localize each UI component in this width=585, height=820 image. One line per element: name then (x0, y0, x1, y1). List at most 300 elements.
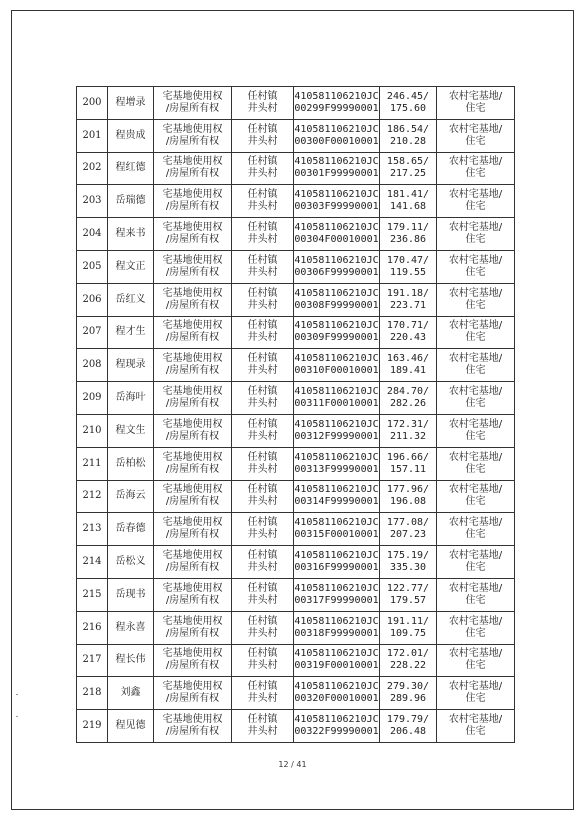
cell-location (232, 611, 294, 644)
cell-location (232, 152, 294, 185)
cell-right-type (154, 546, 232, 579)
cell-right-type-line: /房屋所有权 (165, 726, 220, 738)
table-row (77, 578, 515, 611)
cell-right-type (154, 710, 232, 743)
cell-location-line: 任村镇 (247, 353, 278, 365)
table-body (77, 87, 515, 743)
cell-location-line: 井头村 (247, 430, 278, 442)
cell-unit-code-line: 00303F99990001 (294, 201, 379, 213)
cell-location-line: 任村镇 (247, 615, 278, 627)
cell-land-use-line: 住宅 (465, 398, 486, 410)
cell-unit-code-line: 410581106210JC (294, 222, 379, 234)
scan-mark (16, 716, 18, 717)
cell-location-line: 井头村 (247, 496, 278, 508)
cell-area-line: 141.68 (389, 201, 427, 213)
cell-area-line: 207.23 (389, 529, 427, 541)
cell-area-line: 246.45/ (386, 90, 430, 102)
cell-unit-code-line: 410581106210JC (294, 681, 379, 693)
cell-owner-name: 岳现书 (108, 578, 154, 611)
cell-land-use-line: 农村宅基地/ (448, 582, 503, 594)
cell-land-use (437, 218, 515, 251)
cell-right-type-line: 宅基地使用权 (162, 320, 223, 332)
cell-location (232, 316, 294, 349)
cell-land-use-line: 农村宅基地/ (448, 550, 503, 562)
cell-location (232, 710, 294, 743)
property-rights-table (76, 86, 515, 743)
cell-location-line: 任村镇 (247, 254, 278, 266)
cell-area (380, 382, 437, 415)
cell-right-type (154, 578, 232, 611)
cell-unit-code (294, 250, 380, 283)
cell-location-line: 任村镇 (247, 582, 278, 594)
cell-land-use-line: 住宅 (465, 135, 486, 147)
cell-land-use-line: 住宅 (465, 266, 486, 278)
cell-index: 215 (77, 578, 108, 611)
cell-area-line: 186.54/ (386, 123, 430, 135)
page-number: 12 / 41 (278, 760, 307, 769)
cell-index: 201 (77, 119, 108, 152)
cell-land-use (437, 316, 515, 349)
cell-land-use-line: 农村宅基地/ (448, 353, 503, 365)
cell-land-use-line: 农村宅基地/ (448, 254, 503, 266)
cell-land-use-line: 住宅 (465, 365, 486, 377)
cell-land-use-line: 住宅 (465, 726, 486, 738)
table-row (77, 152, 515, 185)
cell-owner-name: 岳春德 (108, 513, 154, 546)
cell-land-use-line: 住宅 (465, 299, 486, 311)
cell-area (380, 250, 437, 283)
cell-unit-code (294, 283, 380, 316)
cell-right-type-line: 宅基地使用权 (162, 287, 223, 299)
cell-right-type-line: /房屋所有权 (165, 627, 220, 639)
cell-land-use-line: 农村宅基地/ (448, 222, 503, 234)
cell-land-use (437, 546, 515, 579)
cell-unit-code-line: 00299F99990001 (294, 102, 379, 114)
cell-land-use (437, 710, 515, 743)
cell-land-use-line: 农村宅基地/ (448, 517, 503, 529)
cell-index: 204 (77, 218, 108, 251)
cell-unit-code (294, 644, 380, 677)
cell-unit-code-line: 410581106210JC (294, 615, 379, 627)
cell-land-use (437, 349, 515, 382)
cell-land-use-line: 农村宅基地/ (448, 386, 503, 398)
cell-unit-code (294, 152, 380, 185)
cell-area (380, 677, 437, 710)
cell-owner-name: 程长伟 (108, 644, 154, 677)
cell-land-use-line: 住宅 (465, 201, 486, 213)
cell-right-type-line: 宅基地使用权 (162, 386, 223, 398)
cell-unit-code-line: 410581106210JC (294, 582, 379, 594)
cell-area-line: 210.28 (389, 135, 427, 147)
cell-owner-name: 岳海叶 (108, 382, 154, 415)
cell-unit-code (294, 87, 380, 120)
cell-unit-code (294, 546, 380, 579)
cell-land-use (437, 119, 515, 152)
cell-right-type-line: 宅基地使用权 (162, 714, 223, 726)
cell-unit-code-line: 410581106210JC (294, 484, 379, 496)
cell-right-type-line: 宅基地使用权 (162, 582, 223, 594)
cell-location (232, 283, 294, 316)
cell-area (380, 349, 437, 382)
cell-owner-name: 程增录 (108, 87, 154, 120)
cell-unit-code (294, 414, 380, 447)
cell-land-use-line: 农村宅基地/ (448, 287, 503, 299)
cell-right-type (154, 644, 232, 677)
cell-right-type-line: /房屋所有权 (165, 594, 220, 606)
cell-index: 209 (77, 382, 108, 415)
cell-unit-code (294, 316, 380, 349)
cell-right-type-line: /房屋所有权 (165, 234, 220, 246)
table-row (77, 710, 515, 743)
cell-right-type-line: 宅基地使用权 (162, 648, 223, 660)
cell-location-line: 井头村 (247, 463, 278, 475)
cell-unit-code (294, 578, 380, 611)
cell-area-line: 335.30 (389, 562, 427, 574)
cell-owner-name: 岳红义 (108, 283, 154, 316)
table-row (77, 677, 515, 710)
cell-right-type-line: /房屋所有权 (165, 660, 220, 672)
cell-location-line: 任村镇 (247, 714, 278, 726)
cell-area (380, 185, 437, 218)
cell-area-line: 109.75 (389, 627, 427, 639)
cell-land-use-line: 住宅 (465, 430, 486, 442)
cell-location-line: 任村镇 (247, 189, 278, 201)
cell-location-line: 井头村 (247, 365, 278, 377)
cell-right-type-line: /房屋所有权 (165, 299, 220, 311)
cell-location-line: 井头村 (247, 201, 278, 213)
cell-unit-code-line: 00313F99990001 (294, 463, 379, 475)
cell-unit-code-line: 410581106210JC (294, 189, 379, 201)
cell-right-type (154, 513, 232, 546)
cell-location-line: 任村镇 (247, 484, 278, 496)
cell-location (232, 447, 294, 480)
cell-location-line: 任村镇 (247, 681, 278, 693)
cell-area-line: 158.65/ (386, 156, 430, 168)
cell-location-line: 井头村 (247, 168, 278, 180)
cell-right-type-line: 宅基地使用权 (162, 222, 223, 234)
cell-owner-name: 程现录 (108, 349, 154, 382)
cell-land-use (437, 578, 515, 611)
cell-unit-code (294, 677, 380, 710)
cell-unit-code-line: 00304F00010001 (294, 234, 379, 246)
cell-owner-name: 程文生 (108, 414, 154, 447)
cell-index: 208 (77, 349, 108, 382)
cell-location (232, 250, 294, 283)
cell-location (232, 218, 294, 251)
cell-land-use-line: 住宅 (465, 660, 486, 672)
cell-area-line: 206.48 (389, 726, 427, 738)
cell-right-type (154, 87, 232, 120)
cell-land-use-line: 农村宅基地/ (448, 418, 503, 430)
cell-area-line: 217.25 (389, 168, 427, 180)
cell-owner-name: 岳瑞德 (108, 185, 154, 218)
cell-area (380, 218, 437, 251)
cell-area-line: 189.41 (389, 365, 427, 377)
cell-location (232, 578, 294, 611)
cell-unit-code (294, 611, 380, 644)
cell-unit-code-line: 00322F99990001 (294, 726, 379, 738)
cell-right-type (154, 677, 232, 710)
table-row (77, 414, 515, 447)
cell-index: 200 (77, 87, 108, 120)
cell-area (380, 447, 437, 480)
cell-area-line: 179.11/ (386, 222, 430, 234)
cell-unit-code-line: 00309F99990001 (294, 332, 379, 344)
cell-right-type-line: 宅基地使用权 (162, 615, 223, 627)
cell-land-use-line: 农村宅基地/ (448, 320, 503, 332)
cell-unit-code-line: 410581106210JC (294, 320, 379, 332)
cell-right-type-line: 宅基地使用权 (162, 418, 223, 430)
table-row (77, 283, 515, 316)
cell-area-line: 179.57 (389, 594, 427, 606)
cell-unit-code-line: 410581106210JC (294, 648, 379, 660)
cell-land-use-line: 农村宅基地/ (448, 123, 503, 135)
cell-right-type-line: /房屋所有权 (165, 693, 220, 705)
cell-location (232, 480, 294, 513)
cell-unit-code (294, 447, 380, 480)
cell-location-line: 井头村 (247, 135, 278, 147)
cell-owner-name: 岳海云 (108, 480, 154, 513)
cell-unit-code-line: 00311F00010001 (294, 398, 379, 410)
cell-right-type-line: 宅基地使用权 (162, 517, 223, 529)
cell-land-use (437, 185, 515, 218)
cell-location-line: 井头村 (247, 693, 278, 705)
cell-right-type-line: /房屋所有权 (165, 529, 220, 541)
cell-right-type-line: 宅基地使用权 (162, 90, 223, 102)
cell-owner-name: 岳松义 (108, 546, 154, 579)
cell-right-type (154, 250, 232, 283)
cell-index: 206 (77, 283, 108, 316)
cell-land-use (437, 611, 515, 644)
cell-area-line: 177.96/ (386, 484, 430, 496)
cell-owner-name: 程见德 (108, 710, 154, 743)
cell-index: 219 (77, 710, 108, 743)
cell-land-use-line: 住宅 (465, 168, 486, 180)
cell-right-type (154, 447, 232, 480)
cell-location (232, 119, 294, 152)
cell-right-type-line: 宅基地使用权 (162, 254, 223, 266)
cell-right-type (154, 283, 232, 316)
cell-area (380, 546, 437, 579)
cell-land-use-line: 住宅 (465, 594, 486, 606)
cell-owner-name: 程来书 (108, 218, 154, 251)
cell-location-line: 任村镇 (247, 123, 278, 135)
cell-area (380, 480, 437, 513)
cell-unit-code-line: 410581106210JC (294, 714, 379, 726)
cell-location (232, 87, 294, 120)
cell-location-line: 井头村 (247, 234, 278, 246)
cell-area-line: 236.86 (389, 234, 427, 246)
cell-location (232, 513, 294, 546)
cell-area-line: 119.55 (389, 266, 427, 278)
cell-land-use-line: 住宅 (465, 627, 486, 639)
cell-unit-code-line: 00320F00010001 (294, 693, 379, 705)
cell-area-line: 220.43 (389, 332, 427, 344)
cell-area-line: 196.08 (389, 496, 427, 508)
cell-area-line: 163.46/ (386, 353, 430, 365)
cell-owner-name: 刘鑫 (108, 677, 154, 710)
cell-right-type-line: /房屋所有权 (165, 201, 220, 213)
table-row (77, 250, 515, 283)
cell-right-type-line: /房屋所有权 (165, 430, 220, 442)
cell-owner-name: 程红德 (108, 152, 154, 185)
cell-location-line: 井头村 (247, 332, 278, 344)
cell-right-type-line: 宅基地使用权 (162, 451, 223, 463)
cell-index: 216 (77, 611, 108, 644)
cell-unit-code-line: 410581106210JC (294, 386, 379, 398)
table-row (77, 644, 515, 677)
cell-location (232, 349, 294, 382)
cell-right-type (154, 349, 232, 382)
cell-land-use-line: 农村宅基地/ (448, 648, 503, 660)
cell-right-type (154, 316, 232, 349)
cell-location-line: 任村镇 (247, 648, 278, 660)
cell-index: 211 (77, 447, 108, 480)
cell-unit-code-line: 410581106210JC (294, 123, 379, 135)
cell-land-use-line: 住宅 (465, 693, 486, 705)
cell-area-line: 157.11 (389, 463, 427, 475)
cell-land-use-line: 住宅 (465, 562, 486, 574)
cell-unit-code-line: 00314F99990001 (294, 496, 379, 508)
cell-location-line: 任村镇 (247, 550, 278, 562)
cell-area-line: 181.41/ (386, 189, 430, 201)
cell-land-use (437, 414, 515, 447)
cell-right-type (154, 480, 232, 513)
cell-location-line: 井头村 (247, 627, 278, 639)
cell-index: 205 (77, 250, 108, 283)
cell-land-use-line: 农村宅基地/ (448, 681, 503, 693)
cell-area-line: 191.18/ (386, 287, 430, 299)
cell-area (380, 611, 437, 644)
cell-land-use-line: 农村宅基地/ (448, 714, 503, 726)
cell-land-use (437, 677, 515, 710)
cell-right-type-line: /房屋所有权 (165, 266, 220, 278)
cell-location-line: 井头村 (247, 660, 278, 672)
cell-index: 210 (77, 414, 108, 447)
cell-location-line: 任村镇 (247, 451, 278, 463)
cell-unit-code (294, 185, 380, 218)
cell-unit-code (294, 513, 380, 546)
cell-land-use (437, 283, 515, 316)
table-row (77, 185, 515, 218)
cell-location-line: 井头村 (247, 398, 278, 410)
cell-unit-code-line: 410581106210JC (294, 353, 379, 365)
table-row (77, 513, 515, 546)
cell-unit-code (294, 119, 380, 152)
cell-index: 212 (77, 480, 108, 513)
table-row (77, 87, 515, 120)
cell-right-type-line: /房屋所有权 (165, 562, 220, 574)
table-row (77, 447, 515, 480)
cell-right-type-line: /房屋所有权 (165, 168, 220, 180)
cell-unit-code-line: 00317F99990001 (294, 594, 379, 606)
table-row (77, 119, 515, 152)
cell-unit-code-line: 00312F99990001 (294, 430, 379, 442)
cell-location-line: 井头村 (247, 529, 278, 541)
cell-right-type-line: 宅基地使用权 (162, 353, 223, 365)
cell-location (232, 546, 294, 579)
cell-unit-code (294, 480, 380, 513)
cell-location-line: 井头村 (247, 299, 278, 311)
cell-owner-name: 岳柏松 (108, 447, 154, 480)
cell-area-line: 175.60 (389, 102, 427, 114)
cell-location-line: 任村镇 (247, 320, 278, 332)
cell-unit-code-line: 00300F00010001 (294, 135, 379, 147)
cell-land-use (437, 480, 515, 513)
cell-index: 213 (77, 513, 108, 546)
cell-land-use-line: 农村宅基地/ (448, 90, 503, 102)
cell-land-use-line: 住宅 (465, 332, 486, 344)
cell-land-use-line: 住宅 (465, 234, 486, 246)
cell-unit-code (294, 218, 380, 251)
cell-area-line: 177.08/ (386, 517, 430, 529)
cell-right-type (154, 382, 232, 415)
cell-index: 217 (77, 644, 108, 677)
cell-unit-code-line: 00306F99990001 (294, 266, 379, 278)
cell-area-line: 223.71 (389, 299, 427, 311)
cell-area-line: 170.47/ (386, 254, 430, 266)
cell-unit-code (294, 349, 380, 382)
cell-location-line: 任村镇 (247, 517, 278, 529)
scan-mark (16, 694, 18, 695)
cell-index: 218 (77, 677, 108, 710)
cell-area-line: 211.32 (389, 430, 427, 442)
cell-unit-code (294, 382, 380, 415)
cell-index: 214 (77, 546, 108, 579)
cell-location-line: 任村镇 (247, 287, 278, 299)
cell-unit-code (294, 710, 380, 743)
cell-unit-code-line: 410581106210JC (294, 550, 379, 562)
cell-location-line: 井头村 (247, 562, 278, 574)
cell-owner-name: 程文正 (108, 250, 154, 283)
cell-land-use (437, 250, 515, 283)
cell-area (380, 644, 437, 677)
cell-area-line: 282.26 (389, 398, 427, 410)
cell-right-type-line: /房屋所有权 (165, 135, 220, 147)
cell-right-type (154, 218, 232, 251)
cell-land-use-line: 农村宅基地/ (448, 451, 503, 463)
cell-land-use (437, 382, 515, 415)
cell-unit-code-line: 00301F99990001 (294, 168, 379, 180)
cell-location-line: 任村镇 (247, 222, 278, 234)
table-row (77, 611, 515, 644)
cell-right-type-line: /房屋所有权 (165, 496, 220, 508)
cell-location (232, 677, 294, 710)
cell-unit-code-line: 00318F99990001 (294, 627, 379, 639)
cell-index: 202 (77, 152, 108, 185)
cell-area (380, 578, 437, 611)
cell-area-line: 289.96 (389, 693, 427, 705)
cell-area (380, 283, 437, 316)
cell-unit-code-line: 410581106210JC (294, 418, 379, 430)
cell-area-line: 179.79/ (386, 714, 430, 726)
table-row (77, 349, 515, 382)
cell-land-use (437, 152, 515, 185)
cell-owner-name: 程贵成 (108, 119, 154, 152)
cell-land-use (437, 513, 515, 546)
cell-right-type (154, 185, 232, 218)
cell-owner-name: 程才生 (108, 316, 154, 349)
cell-area (380, 87, 437, 120)
cell-area-line: 175.19/ (386, 550, 430, 562)
cell-right-type-line: 宅基地使用权 (162, 484, 223, 496)
cell-area-line: 228.22 (389, 660, 427, 672)
cell-area (380, 119, 437, 152)
cell-location-line: 井头村 (247, 266, 278, 278)
cell-location-line: 井头村 (247, 726, 278, 738)
cell-location (232, 414, 294, 447)
cell-unit-code-line: 410581106210JC (294, 517, 379, 529)
